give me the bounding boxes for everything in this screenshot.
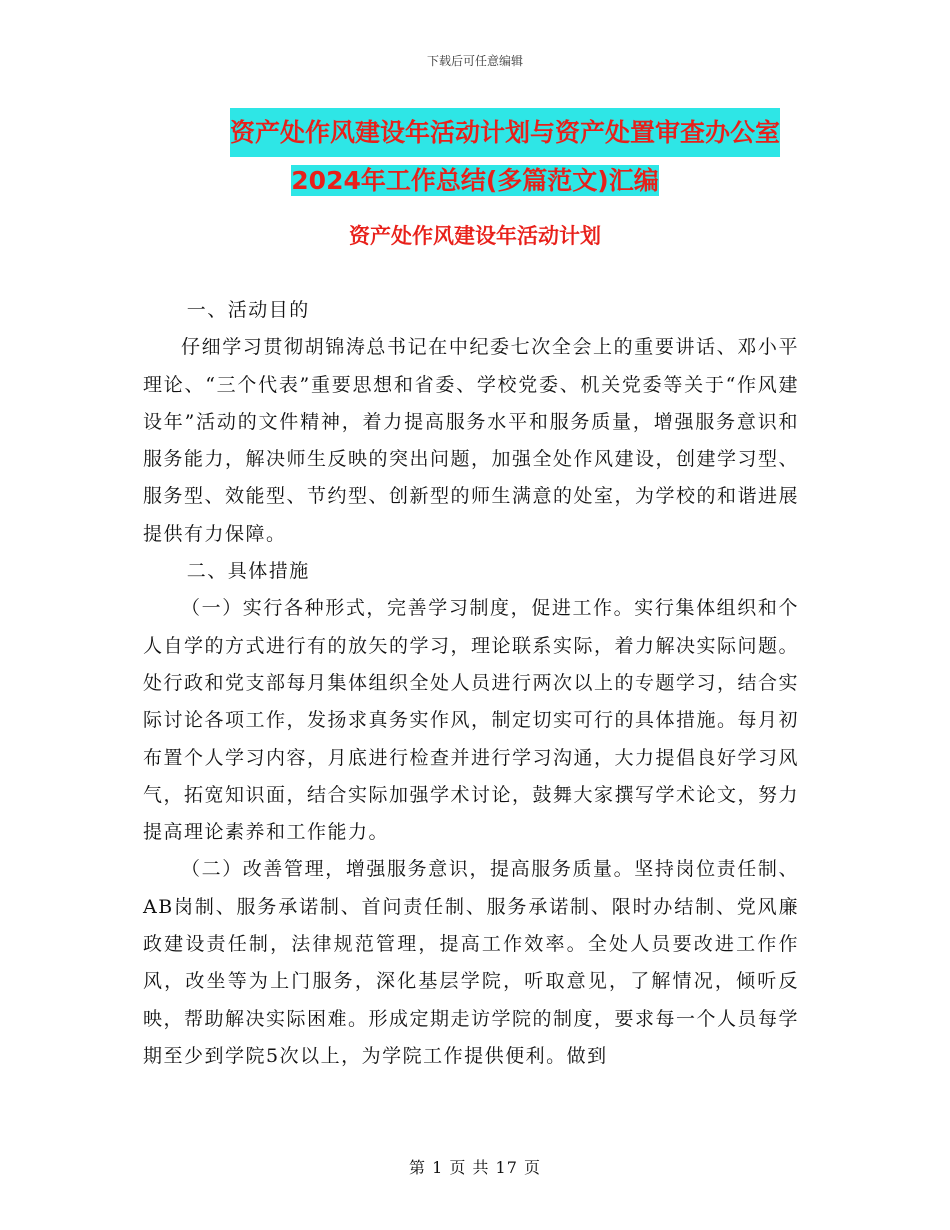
document-title-line-1: 资产处作风建设年活动计划与资产处置审查办公室 [230, 108, 780, 157]
heading-specific-measures: 二、具体措施 [186, 560, 310, 583]
page-footer: 第 1 页 共 17 页 [409, 1158, 541, 1177]
heading-activity-purpose: 一、活动目的 [186, 299, 310, 321]
section-title: 资产处作风建设年活动计划 [349, 224, 601, 248]
document-body [143, 292, 799, 1075]
paragraph-measure-1: （一）实行各种形式，完善学习制度，促进工作。实行集体组织和个人自学的方式进行有的放矢的学习，理论联系实际，着力解决实际问题。处行政和党支部每月集体组织全处人员进行两次以上的专题学习，结合实际讨论各项工作，发扬求真务实作风，制定切实可行的具体措施。每月初布置个人学习内容，月底进行检查并进行学习沟通，大力提倡良好学习风气，拓宽知识面，结合实际加强学术讨论，鼓舞大家撰写学术论文，努力提高理论素养和工作能力。 [143, 597, 800, 844]
paragraph-purpose: 仔细学习贯彻胡锦涛总书记在中纪委七次全会上的重要讲话、邓小平理论、“三个代表”重要思想和省委、学校党委、机关党委等关于“作风建设年”活动的文件精神，着力提高服务水平和服务质量，增强服务意识和服务能力，解决师生反映的突出问题，加强全处作风建设，创建学习型、服务型、效能型、节约型、创新型的师生满意的处室，为学校的和谐进展提供有力保障。 [143, 336, 800, 545]
document-title [0, 108, 950, 204]
page-header: 下载后可任意编辑 [426, 54, 523, 68]
document-title-line-2: 2024年工作总结(多篇范文)汇编 [291, 166, 659, 195]
paragraph-measure-2: （二）改善管理，增强服务意识，提高服务质量。坚持岗位责任制、AB岗制、服务承诺制、首问责任制、服务承诺制、限时办结制、党风廉政建设责任制，法律规范管理，提高工作效率。全处人员要改进工作作风，改坐等为上门服务，深化基层学院，听取意见，了解情况，倾听反映，帮助解决实际困难。形成定期走访学院的制度，要求每一个人员每学期至少到学院5次以上，为学院工作提供便利。做到 [143, 858, 800, 1067]
